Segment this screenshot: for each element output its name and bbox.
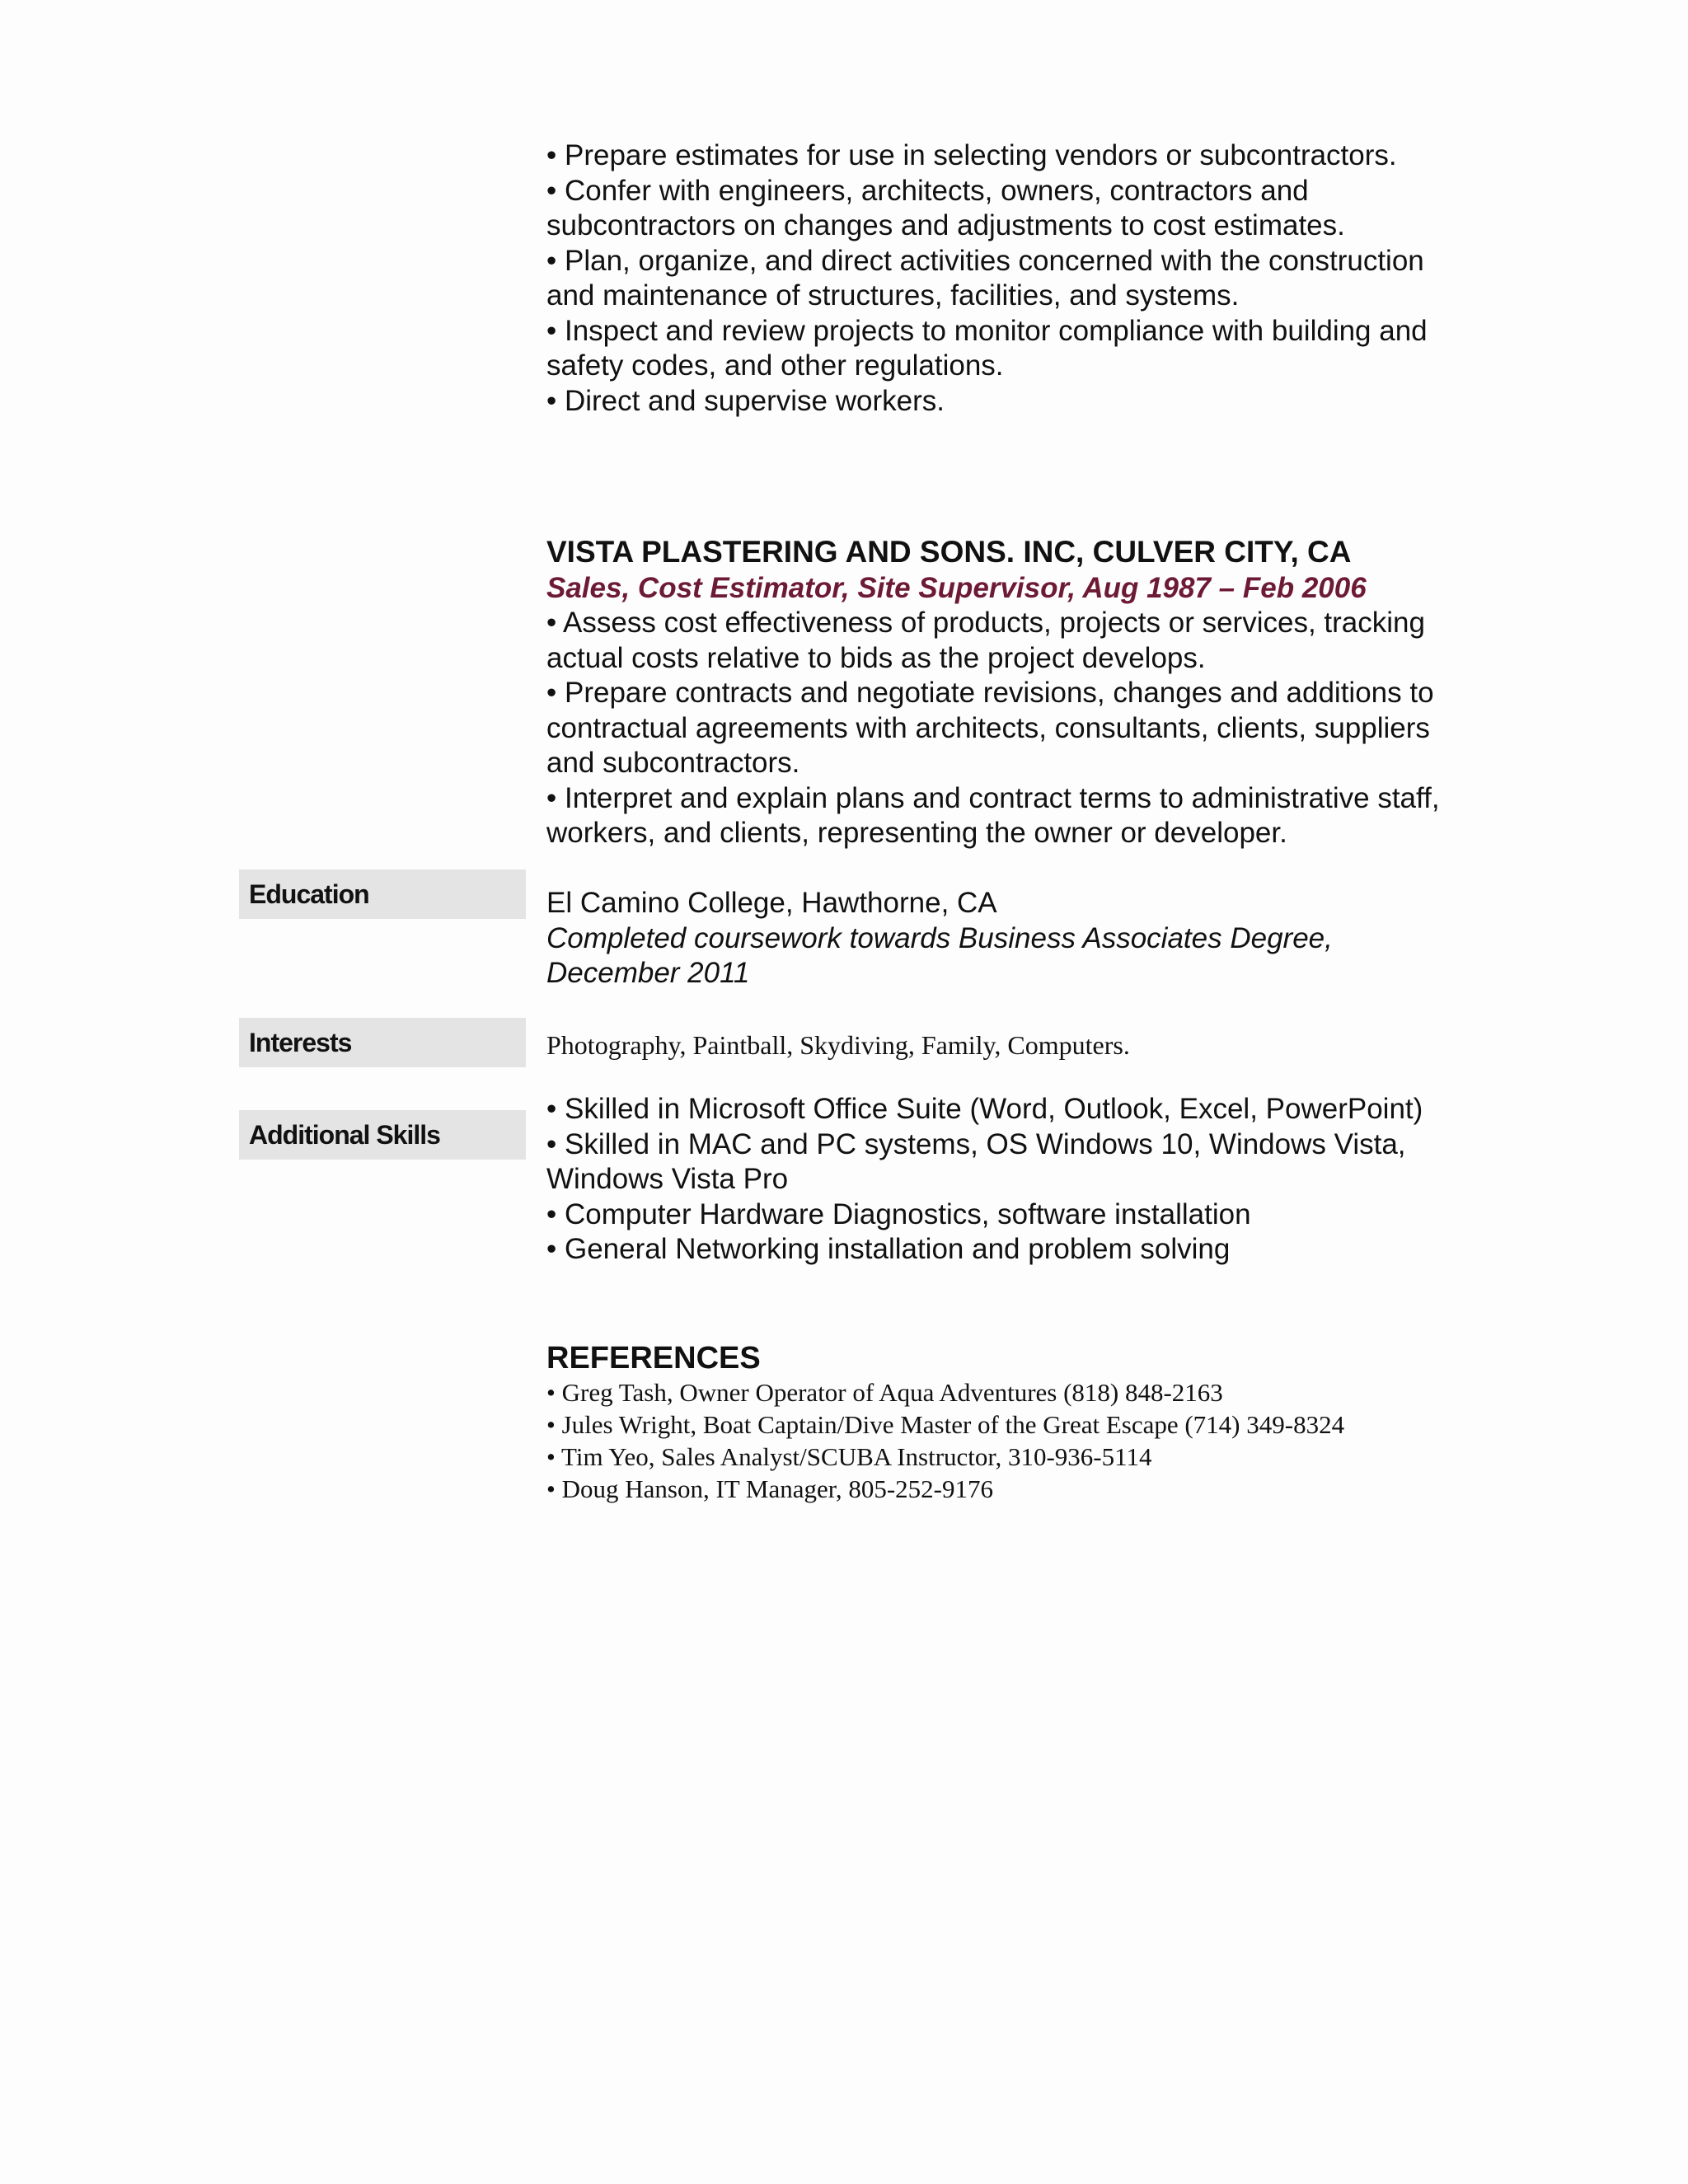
bullet-item: • Interpret and explain plans and contract terms to administrative staff, workers, and clients, representing the owner or developer. xyxy=(546,781,1440,849)
section-label-education: Education xyxy=(239,869,526,919)
bullet-item: • Plan, organize, and direct activities concerned with the construction and maintenance of structures, facilities, and systems. xyxy=(546,244,1424,312)
job-bullets xyxy=(546,606,1445,851)
bullet-item: • Direct and supervise workers. xyxy=(546,384,945,417)
bullet-item: • Assess cost effectiveness of products, projects or services, tracking actual costs relative to bids as the project develops. xyxy=(546,607,1425,674)
bullet-item: • Confer with engineers, architects, owners, contractors and subcontractors on changes and adjustments to cost estimates. xyxy=(546,174,1345,241)
bullet-item: • Prepare estimates for use in selecting vendors or subcontractors. xyxy=(546,139,1397,171)
skill-item: • General Networking installation and problem solving xyxy=(546,1233,1231,1265)
education-section xyxy=(546,886,1445,991)
reference-item: • Greg Tash, Owner Operator of Aqua Adventures (818) 848-2163 xyxy=(546,1378,1223,1407)
job-role-title: Sales, Cost Estimator, Site Supervisor, Aug 1987 – Feb 2006 xyxy=(546,572,1367,604)
bullet-item: • Inspect and review projects to monitor compliance with building and safety codes, and other regulations. xyxy=(546,314,1428,382)
references-list xyxy=(546,1376,1344,1505)
reference-item: • Doug Hanson, IT Manager, 805-252-9176 xyxy=(546,1474,993,1503)
interests-text: Photography, Paintball, Skydiving, Family, Computers. xyxy=(546,1030,1130,1060)
section-label-interests: Interests xyxy=(239,1018,526,1067)
bullet-item: • Prepare contracts and negotiate revisions, changes and additions to contractual agreements with architects, consultants, clients, suppliers and subcontractors. xyxy=(546,677,1434,779)
education-detail: Completed coursework towards Business Associates Degree, December 2011 xyxy=(546,921,1333,989)
references-heading: REFERENCES xyxy=(546,1341,761,1376)
education-school: El Camino College, Hawthorne, CA xyxy=(546,887,997,919)
additional-skills-list xyxy=(546,1092,1445,1268)
skill-item: • Skilled in Microsoft Office Suite (Word, Outlook, Excel, PowerPoint) xyxy=(546,1093,1423,1125)
reference-item: • Tim Yeo, Sales Analyst/SCUBA Instructor, 310-936-5114 xyxy=(546,1442,1152,1471)
skill-item: • Computer Hardware Diagnostics, software installation xyxy=(546,1197,1251,1230)
reference-item: • Jules Wright, Boat Captain/Dive Master of the Great Escape (714) 349-8324 xyxy=(546,1410,1345,1439)
company-heading: VISTA PLASTERING AND SONS. INC, CULVER CITY, CA xyxy=(546,535,1352,569)
section-label-additional-skills: Additional Skills xyxy=(239,1110,526,1160)
skill-item: • Skilled in MAC and PC systems, OS Windows 10, Windows Vista, Windows Vista Pro xyxy=(546,1127,1406,1195)
previous-job-bullets xyxy=(546,138,1445,419)
